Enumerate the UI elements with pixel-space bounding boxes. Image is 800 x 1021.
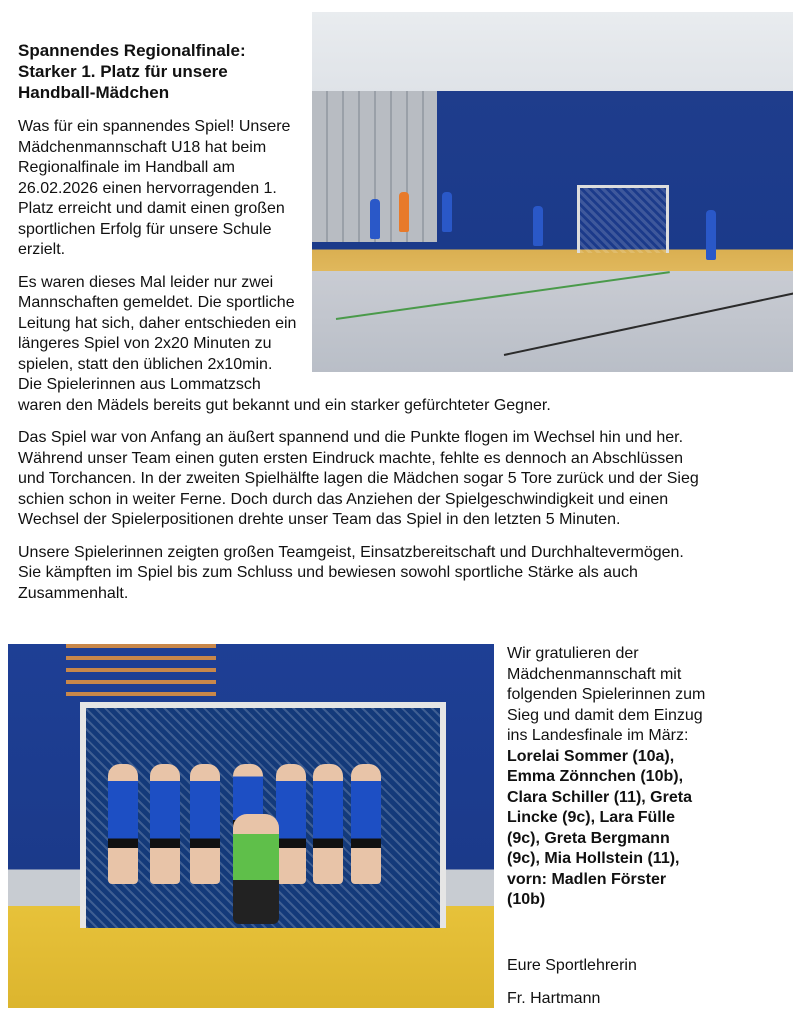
paragraph: Es waren dieses Mal leider nur zwei Mannschaften gemeldet. Die sportliche Leitung hat sich, daher entschieden ein längeres Spiel von 2x20 Minuten zu spielen, statt den üblichen 2x10min. Die Spielerinnen aus Lommatzsch waren den Mädels bereits gut bekannt und ein starker gefürchteter Gegner. — [18, 273, 551, 414]
player — [150, 764, 180, 884]
player — [276, 764, 306, 884]
article-title: Spannendes Regionalfinale: Starker 1. Platz für unsere Handball-Mädchen — [18, 41, 246, 102]
player-list: Lorelai Sommer (10a), Emma Zönnchen (10b), Clara Schiller (11), Greta Lincke (9c), Lara Fülle (9c), Greta Bergmann (9c), Mia Hollstein (11), vorn: Madlen Förster (10b) — [507, 747, 692, 908]
player — [313, 764, 343, 884]
congratulations — [507, 644, 707, 911]
player — [190, 764, 220, 884]
player — [399, 192, 409, 232]
signature-name: Fr. Hartmann — [507, 990, 601, 1007]
player — [533, 206, 543, 246]
paragraph: Was für ein spannendes Spiel! Unsere Mädchenmannschaft U18 hat beim Regionalfinale im Handball am 26.02.2026 einen hervorragenden 1. Platz erreicht und damit einen großen sportlichen Erfolg für unsere Schule erzielt. — [18, 118, 291, 258]
handball-goal — [577, 185, 670, 253]
player — [706, 210, 716, 260]
congrats-intro: Wir gratulieren der Mädchenmannschaft mit folgenden Spielerinnen zum Sieg und damit dem Einzug ins Landesfinale im März: — [507, 645, 706, 744]
player — [442, 192, 452, 232]
court-line — [336, 271, 670, 320]
closing: Eure Sportlehrerin — [507, 957, 637, 974]
paragraph: Das Spiel war von Anfang an äußert spannend und die Punkte flogen im Wechsel hin und her. Während unser Team einen guten ersten Eindruck machte, fehlte es dennoch an Abschlüssen und Torchancen. In der zweiten Spielhälfte lagen die Mädchen sogar 5 Tore zurück und der Sieg schien schon in weiter Ferne. Doch durch das Anziehen der Spielgeschwindigkeit und einen Wechsel der Spielerpositionen drehte unser Team das Spiel in den letzten 5 Minuten. — [18, 429, 699, 528]
team-photo — [8, 644, 494, 1008]
player-kneeling — [233, 814, 279, 924]
wall-bars — [66, 644, 216, 704]
paragraph: Unsere Spielerinnen zeigten großen Teamgeist, Einsatzbereitschaft und Durchhaltevermögen. Sie kämpften im Spiel bis zum Schluss und bewiesen sowohl sportliche Stärke als auch Zusammenhalt. — [18, 543, 684, 602]
player — [370, 199, 380, 239]
article — [18, 12, 708, 616]
match-photo — [312, 12, 793, 372]
player — [108, 764, 138, 884]
court-line — [504, 284, 793, 356]
player — [351, 764, 381, 884]
